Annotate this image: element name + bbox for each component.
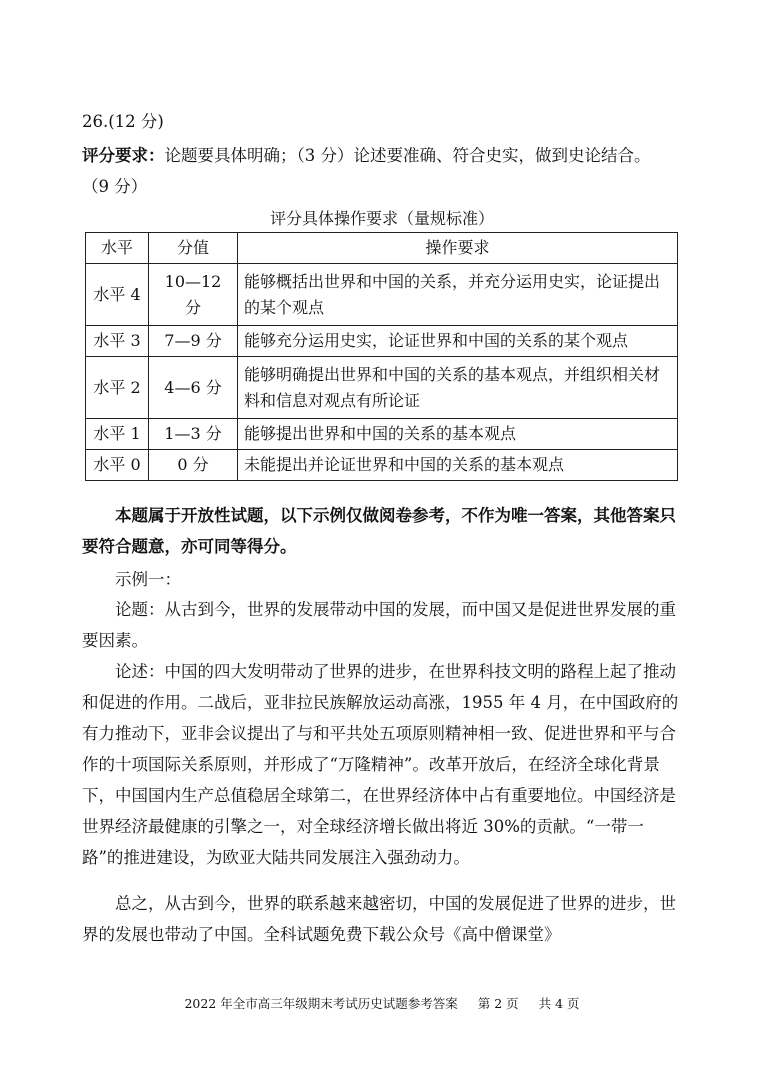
- footer-total-pages: 共 4 页: [538, 996, 580, 1011]
- example-label: 示例一：: [115, 570, 181, 589]
- score-cell: 10—12 分: [149, 264, 238, 326]
- requirement-label: 评分要求：: [82, 146, 165, 165]
- table-row: [86, 419, 678, 450]
- example-conclusion: 总之，从古到今，世界的联系越来越密切，中国的发展促进了世界的进步，世界的发展也带动了中国。全科试题免费下载公众号《高中僧课堂》: [82, 894, 676, 944]
- score-cell: 0 分: [149, 450, 238, 481]
- requirement-tail: （9 分）: [82, 177, 148, 196]
- question-number: 26.(12 分): [82, 112, 164, 131]
- table-row: [86, 326, 678, 357]
- requirement-text: 论题要具体明确；（3 分）论述要准确、符合史实，做到史论结合。: [164, 146, 651, 165]
- table-row: [86, 450, 678, 481]
- scoring-requirement: [82, 145, 651, 167]
- level-cell: 水平 1: [86, 419, 149, 450]
- requirement-cell: 能够提出世界和中国的关系的基本观点: [238, 419, 678, 450]
- table-header-row: [86, 233, 678, 264]
- requirement-cell: 能够充分运用史实，论证世界和中国的关系的某个观点: [238, 326, 678, 357]
- level-cell: 水平 0: [86, 450, 149, 481]
- requirement-cell: 能够概括出世界和中国的关系，并充分运用史实，论证提出的某个观点: [238, 264, 678, 326]
- level-cell: 水平 2: [86, 357, 149, 419]
- table-row: [86, 264, 678, 326]
- footer-page-number: 第 2 页: [477, 996, 519, 1011]
- header-level: 水平: [86, 233, 149, 264]
- requirement-cell: 未能提出并论证世界和中国的关系的基本观点: [238, 450, 678, 481]
- footer-title: 2022 年全市高三年级期末考试历史试题参考答案: [184, 996, 458, 1011]
- open-question-note: 本题属于开放性试题，以下示例仅做阅卷参考，不作为唯一答案，其他答案只要符合题意，亦可同等得分。: [82, 506, 676, 556]
- table-caption: 评分具体操作要求（量规标准）: [269, 209, 494, 228]
- example-thesis: 论题：从古到今，世界的发展带动中国的发展，而中国又是促进世界发展的重要因素。: [82, 600, 676, 650]
- score-cell: 7—9 分: [149, 326, 238, 357]
- score-cell: 1—3 分: [149, 419, 238, 450]
- score-cell: 4—6 分: [149, 357, 238, 419]
- table-row: [86, 357, 678, 419]
- page-footer: [0, 994, 764, 1012]
- rubric-table: [85, 232, 678, 481]
- header-score: 分值: [149, 233, 238, 264]
- level-cell: 水平 4: [86, 264, 149, 326]
- header-requirement: 操作要求: [238, 233, 678, 264]
- example-argument: 论述：中国的四大发明带动了世界的进步，在世界科技文明的路程上起了推动和促进的作用。二战后，亚非拉民族解放运动高涨，1955 年 4 月，在中国政府的有力推动下，亚非会议提出了与和平共处五项原则精神相一致、促进世界和平与合作的十项国际关系原则，并形成了“万隆精神”。改革开放后，在经济全球化背景下，中国国内生产总值稳居全球第二，在世界经济体中占有重要地位。中国经济是世界经济最健康的引擎之一，对全球经济增长做出将近 30%的贡献。“一带一路”的推进建设，为欧亚大陆共同发展注入强劲动力。: [82, 662, 679, 867]
- level-cell: 水平 3: [86, 326, 149, 357]
- requirement-cell: 能够明确提出世界和中国的关系的基本观点，并组织相关材料和信息对观点有所论证: [238, 357, 678, 419]
